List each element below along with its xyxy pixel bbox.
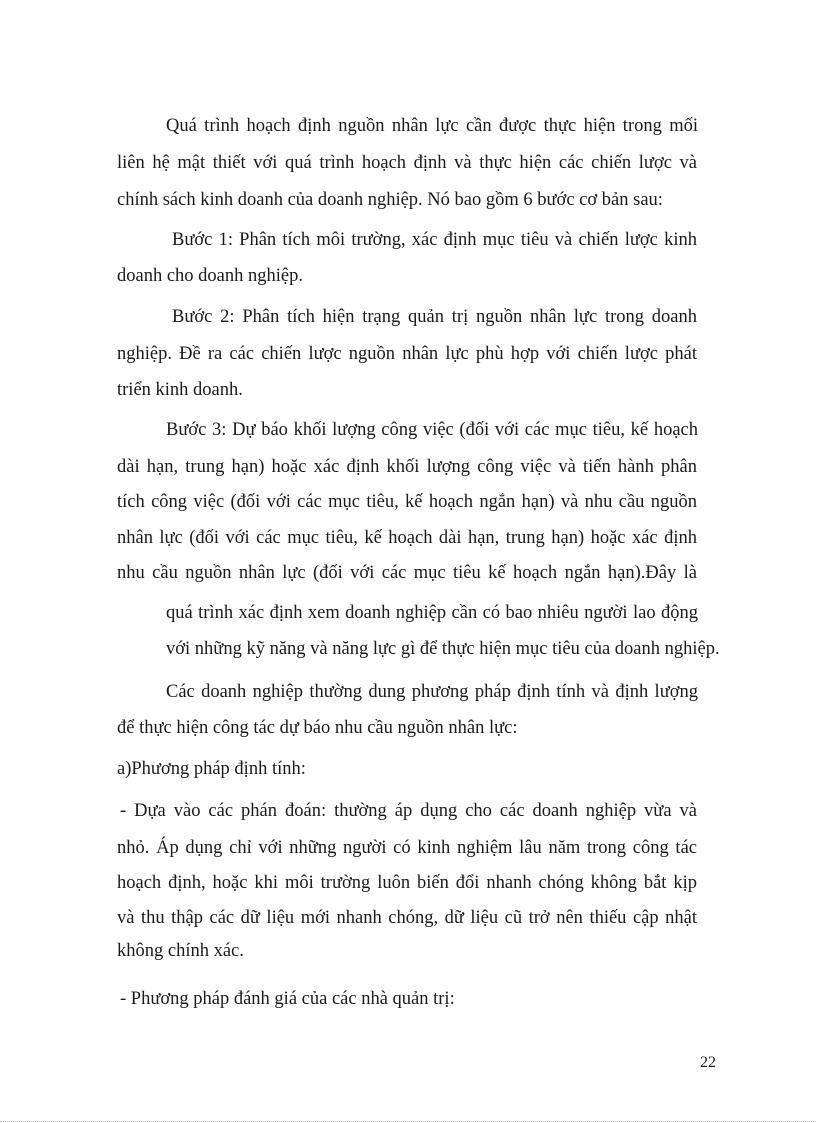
step-3-line-1: Bước 3: Dự báo khối lượng công việc (đối với các mục tiêu, kế hoạch	[166, 420, 698, 440]
judgment-line-4: và thu thập các dữ liệu mới nhanh chóng, dữ liệu cũ trở nên thiếu cập nhật	[117, 908, 697, 928]
step-3-line-5: nhu cầu nguồn nhân lực (đối với các mục tiêu kế hoạch ngắn hạn).Đây là	[117, 563, 697, 583]
step-3-line-6: quá trình xác định xem doanh nghiệp cần có bao nhiêu người lao động	[166, 603, 698, 623]
paragraph-1-line-1: Quá trình hoạch định nguồn nhân lực cần được thực hiện trong mối	[166, 116, 698, 136]
step-3-line-7: với những kỹ năng và năng lực gì để thực hiện mục tiêu của doanh nghiệp.	[166, 639, 720, 659]
paragraph-1-line-2: liên hệ mật thiết với quá trình hoạch định và thực hiện các chiến lược và	[117, 153, 697, 173]
step-1-line-2: doanh cho doanh nghiệp.	[117, 266, 303, 286]
judgment-line-3: hoạch định, hoặc khi môi trường luôn biến đổi nhanh chóng không bắt kịp	[117, 873, 697, 893]
page-bottom-divider	[0, 1121, 816, 1122]
methods-intro-line-2: để thực hiện công tác dự báo nhu cầu nguồn nhân lực:	[117, 718, 518, 738]
step-2-line-3: triển kinh doanh.	[117, 380, 243, 400]
judgment-line-1: - Dựa vào các phán đoán: thường áp dụng cho các doanh nghiệp vừa và	[120, 801, 697, 821]
step-3-line-4: nhân lực (đối với các mục tiêu, kế hoạch dài hạn, trung hạn) hoặc xác định	[117, 528, 697, 548]
step-2-line-2: nghiệp. Đề ra các chiến lược nguồn nhân lực phù hợp với chiến lược phát	[117, 344, 697, 364]
judgment-line-2: nhỏ. Áp dụng chỉ với những người có kinh nghiệm lâu năm trong công tác	[117, 838, 697, 858]
paragraph-1-line-3: chính sách kinh doanh của doanh nghiệp. Nó bao gồm 6 bước cơ bản sau:	[117, 190, 663, 210]
page-number: 22	[700, 1054, 716, 1071]
managers-assessment-line: - Phương pháp đánh giá của các nhà quản trị:	[120, 989, 455, 1009]
step-1-line-1: Bước 1: Phân tích môi trường, xác định mục tiêu và chiến lược kinh	[172, 230, 697, 250]
section-heading-qualitative: a)Phương pháp định tính:	[117, 759, 306, 779]
methods-intro-line-1: Các doanh nghiệp thường dung phương pháp định tính và định lượng	[166, 682, 698, 702]
judgment-line-5: không chính xác.	[117, 941, 244, 961]
step-2-line-1: Bước 2: Phân tích hiện trạng quản trị nguồn nhân lực trong doanh	[172, 307, 697, 327]
step-3-line-2: dài hạn, trung hạn) hoặc xác định khối lượng công việc và tiến hành phân	[117, 457, 697, 477]
step-3-line-3: tích công việc (đối với các mục tiêu, kế hoạch ngắn hạn) và nhu cầu nguồn	[117, 492, 697, 512]
